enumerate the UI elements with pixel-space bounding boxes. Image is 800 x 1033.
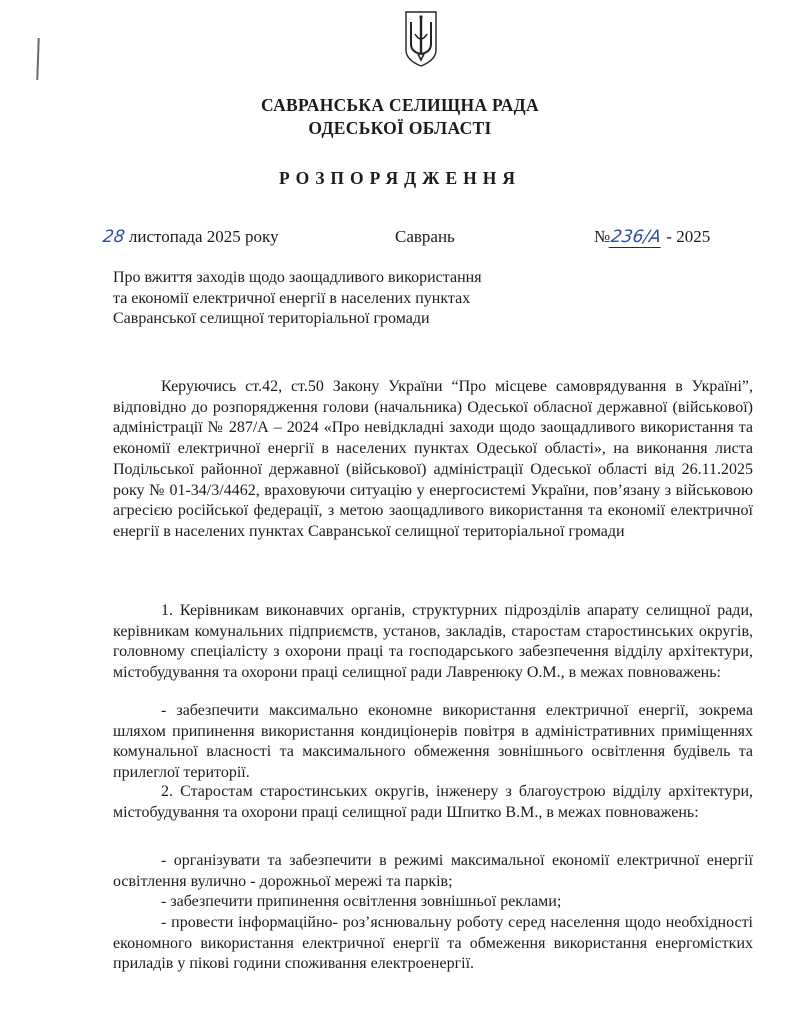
document-number bbox=[594, 227, 710, 248]
number-prefix: № bbox=[594, 227, 611, 246]
handwritten-number: 236/А bbox=[609, 227, 663, 247]
region-name: ОДЕСЬКОЇ ОБЛАСТІ bbox=[308, 118, 492, 138]
margin-pencil-mark bbox=[36, 38, 39, 80]
item-2-bullet-2: - забезпечити припинення освітлення зовнішньої реклами; bbox=[161, 893, 562, 910]
trident-icon bbox=[403, 10, 439, 68]
preamble-paragraph: Керуючись ст.42, ст.50 Закону України “Про місцеве самоврядування в Україні”, відповідно до розпорядження голови (начальника) Одеської обласної державної (військової) адміністрації № 287/А – 2024 «Про невідкладні заходи щодо заощадливого використання та економії електричної енергії в населених пунктах Одеської області», на виконання листа Подільської районної державної (військової) адміністрації Одеської області від 26.11.2025 року № 01-34/3/4462, враховуючи ситуацію у енергосистемі України, пов’язану з військовою агресією російської федерації, з метою заощадливого використання та економії електричної енергії в населених пунктах Савранської селищної територіальної громади bbox=[113, 378, 753, 540]
handwritten-day: 28 bbox=[101, 227, 127, 247]
number-suffix: - 2025 bbox=[666, 227, 711, 246]
item-2-bullet-1: - організувати та забезпечити в режимі максимальної економії електричної енергії освітлення вулично - дорожньої мережі та парків; bbox=[113, 852, 753, 890]
document-place: Саврань bbox=[395, 227, 455, 246]
item-2-paragraph: 2. Старостам старостинських округів, інженеру з благоустрою відділу архітектури, містобудування та охорони праці селищної ради Шпитко В.М., в межах повноважень: bbox=[113, 783, 753, 821]
document-date bbox=[103, 227, 279, 247]
item-1-bullet: - забезпечити максимально економне використання електричної енергії, зокрема шляхом припинення використання кондиціонерів повітря в адміністративних приміщеннях комунальної власності та максимального обмеження зовнішнього освітлення будівель та прилеглої території. bbox=[113, 702, 753, 782]
council-name: САВРАНСЬКА СЕЛИЩНА РАДА bbox=[261, 95, 539, 115]
document-type-title: РОЗПОРЯДЖЕННЯ bbox=[279, 168, 521, 188]
item-1-paragraph: 1. Керівникам виконавчих органів, структурних підрозділів апарату селищної ради, керівникам комунальних підприємств, установ, закладів, старостам старостинських округів, головному спеціалісту з охорони праці та господарського забезпечення відділу архітектури, містобудування та охорони праці селищної ради Лавренюку О.М., в межах повноважень: bbox=[113, 602, 753, 682]
item-2-bullet-3: - провести інформаційно- роз’яснювальну роботу серед населення щодо необхідності економного використання електричної енергії та обмеження використання енергомістких приладів у пікові години споживання електроенергії. bbox=[113, 914, 753, 973]
date-rest: листопада 2025 року bbox=[128, 227, 279, 246]
document-subject: Про вжиття заходів щодо заощадливого використання та економії електричної енергії в населених пунктах Савранської селищної територіальної громади bbox=[113, 269, 482, 327]
